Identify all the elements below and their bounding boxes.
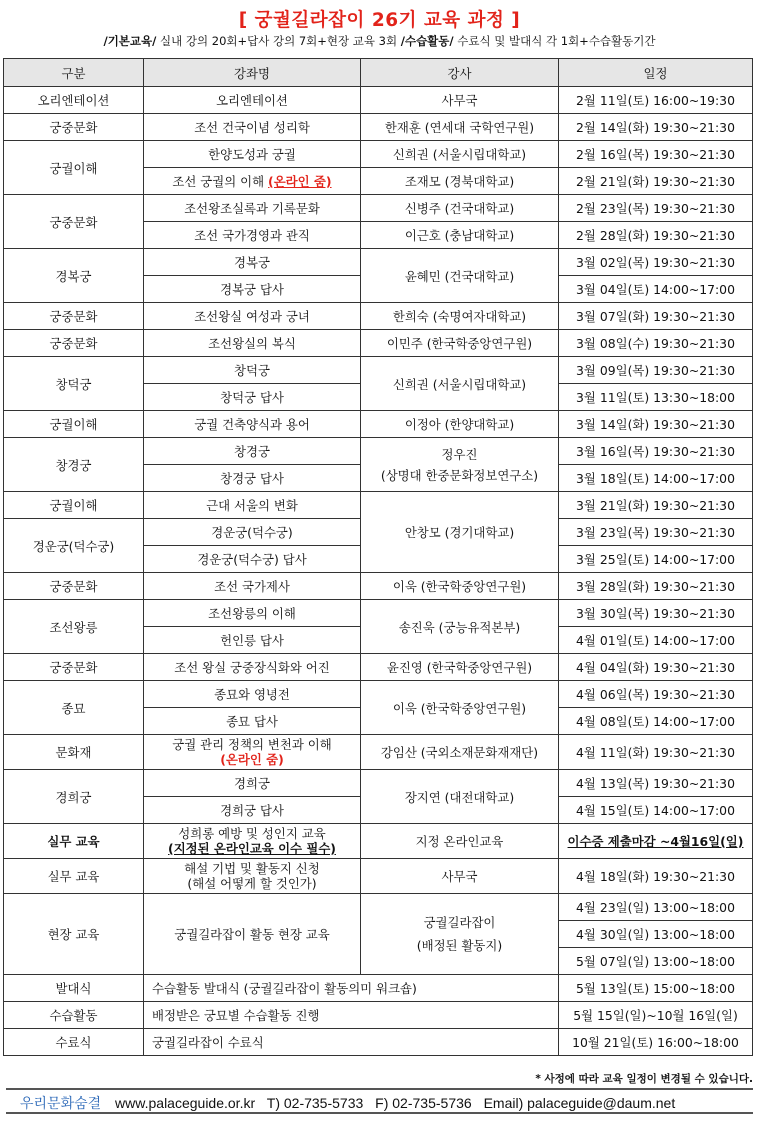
instructor-name: 궁궐길라잡이 (423, 915, 496, 930)
table-row (4, 654, 753, 681)
course-summary (0, 33, 759, 49)
category-cell: 오리엔테이션 (4, 87, 144, 114)
table-row (4, 249, 753, 276)
table-row (4, 735, 753, 770)
category-cell: 종묘 (4, 681, 144, 735)
schedule-cell: 3월 25일(토) 14:00~17:00 (559, 546, 753, 573)
schedule-cell: 3월 07일(화) 19:30~21:30 (559, 303, 753, 330)
table-row (4, 141, 753, 168)
schedule-cell: 3월 16일(목) 19:30~21:30 (559, 438, 753, 465)
instructor-name: 정우진 (441, 446, 478, 462)
designated-online-note: (지정된 온라인교육 이수 필수) (168, 841, 336, 856)
schedule-cell: 4월 01일(토) 14:00~17:00 (559, 627, 753, 654)
instructor-cell: 이욱 (한국학중앙연구원) (361, 681, 559, 735)
course-title: 궁궐 관리 정책의 변천과 이해 (172, 737, 332, 752)
schedule-cell: 5월 13일(토) 15:00~18:00 (559, 975, 753, 1002)
schedule-change-note: * 사정에 따라 교육 일정이 변경될 수 있습니다. (535, 1073, 753, 1085)
course-cell: 배정받은 궁묘별 수습활동 진행 (144, 1002, 559, 1029)
category-cell: 창덕궁 (4, 357, 144, 411)
schedule-cell: 4월 30일(일) 13:00~18:00 (559, 921, 753, 948)
course-cell: 궁궐길라잡이 활동 현장 교육 (144, 894, 361, 975)
category-cell: 실무 교육 (4, 859, 144, 894)
website-link[interactable]: www.palaceguide.or.kr (115, 1095, 256, 1111)
course-title: 성희롱 예방 및 성인지 교육 (178, 826, 326, 841)
instructor-cell: 장지연 (대전대학교) (361, 770, 559, 824)
schedule-cell: 2월 14일(화) 19:30~21:30 (559, 114, 753, 141)
online-zoom-tag: (온라인 줌) (268, 174, 332, 189)
table-row (4, 114, 753, 141)
course-cell: 창경궁 답사 (144, 465, 361, 492)
course-cell: 근대 서울의 변화 (144, 492, 361, 519)
table-row (4, 303, 753, 330)
page-title: [ 궁궐길라잡이 26기 교육 과정 ] (238, 10, 521, 31)
table-row (4, 573, 753, 600)
schedule-cell: 5월 07일(일) 13:00~18:00 (559, 948, 753, 975)
instructor-cell: 이민주 (한국학중앙연구원) (361, 330, 559, 357)
course-cell: 조선 왕실 궁중장식화와 어진 (144, 654, 361, 681)
header-course: 강좌명 (144, 59, 361, 87)
course-cell: 조선 국가제사 (144, 573, 361, 600)
header-instructor: 강사 (361, 59, 559, 87)
schedule-cell: 10월 21일(토) 16:00~18:00 (559, 1029, 753, 1056)
category-cell: 경운궁(덕수궁) (4, 519, 144, 573)
instructor-cell: 이근호 (충남대학교) (361, 222, 559, 249)
schedule-cell: 4월 23일(일) 13:00~18:00 (559, 894, 753, 921)
course-cell: 경복궁 답사 (144, 276, 361, 303)
category-cell: 궁중문화 (4, 114, 144, 141)
category-cell: 창경궁 (4, 438, 144, 492)
category-cell: 궁중문화 (4, 303, 144, 330)
course-cell: 궁궐길라잡이 수료식 (144, 1029, 559, 1056)
schedule-cell: 4월 08일(토) 14:00~17:00 (559, 708, 753, 735)
category-cell: 궁중문화 (4, 330, 144, 357)
category-cell: 궁중문화 (4, 654, 144, 681)
category-cell: 궁궐이해 (4, 492, 144, 519)
table-row (4, 681, 753, 708)
schedule-cell: 3월 04일(토) 14:00~17:00 (559, 276, 753, 303)
schedule-cell: 2월 23일(목) 19:30~21:30 (559, 195, 753, 222)
table-row (4, 357, 753, 384)
schedule-cell: 2월 16일(목) 19:30~21:30 (559, 141, 753, 168)
instructor-cell: 이욱 (한국학중앙연구원) (361, 573, 559, 600)
course-cell: 조선왕릉의 이해 (144, 600, 361, 627)
course-cell: 종묘 답사 (144, 708, 361, 735)
instructor-cell: 사무국 (361, 87, 559, 114)
instructor-cell: 지정 온라인교육 (361, 824, 559, 859)
table-row (4, 330, 753, 357)
course-cell: 경희궁 답사 (144, 797, 361, 824)
instructor-cell (361, 894, 559, 975)
category-cell: 조선왕릉 (4, 600, 144, 654)
schedule-cell: 3월 28일(화) 19:30~21:30 (559, 573, 753, 600)
category-cell: 경복궁 (4, 249, 144, 303)
email-address[interactable]: Email) palaceguide@daum.net (483, 1095, 676, 1111)
category-cell: 수습활동 (4, 1002, 144, 1029)
schedule-cell: 4월 13일(목) 19:30~21:30 (559, 770, 753, 797)
category-cell: 현장 교육 (4, 894, 144, 975)
summary-practice-text: 수료식 및 발대식 각 1회+수습활동기간 (453, 34, 656, 48)
table-row (4, 824, 753, 859)
table-row (4, 894, 753, 921)
course-cell: 오리엔테이션 (144, 87, 361, 114)
course-cell: 창덕궁 답사 (144, 384, 361, 411)
course-cell: 경복궁 (144, 249, 361, 276)
instructor-cell: 사무국 (361, 859, 559, 894)
instructor-cell (361, 438, 559, 492)
organization-name: 우리문화숨결 (20, 1095, 102, 1111)
instructor-cell: 윤혜민 (건국대학교) (361, 249, 559, 303)
schedule-cell: 3월 30일(목) 19:30~21:30 (559, 600, 753, 627)
course-cell: 경희궁 (144, 770, 361, 797)
header-schedule: 일정 (559, 59, 753, 87)
table-row (4, 438, 753, 465)
schedule-table (3, 58, 753, 1056)
course-cell (144, 824, 361, 859)
course-cell: 수습활동 발대식 (궁궐길라잡이 활동의미 워크숍) (144, 975, 559, 1002)
instructor-cell: 강임산 (국외소재문화재재단) (361, 735, 559, 770)
category-cell: 궁중문화 (4, 573, 144, 600)
footer-contact (6, 1088, 753, 1114)
schedule-cell: 2월 28일(화) 19:30~21:30 (559, 222, 753, 249)
header-category: 구분 (4, 59, 144, 87)
course-cell: 헌인릉 답사 (144, 627, 361, 654)
instructor-cell: 신희권 (서울시립대학교) (361, 141, 559, 168)
table-row (4, 411, 753, 438)
schedule-cell: 4월 04일(화) 19:30~21:30 (559, 654, 753, 681)
course-cell: 경운궁(덕수궁) 답사 (144, 546, 361, 573)
course-cell (144, 859, 361, 894)
instructor-cell: 송진욱 (궁능유적본부) (361, 600, 559, 654)
schedule-cell: 3월 14일(화) 19:30~21:30 (559, 411, 753, 438)
table-row (4, 770, 753, 797)
course-cell: 경운궁(덕수궁) (144, 519, 361, 546)
schedule-cell: 2월 21일(화) 19:30~21:30 (559, 168, 753, 195)
table-row (4, 1029, 753, 1056)
table-row (4, 859, 753, 894)
table-row (4, 1002, 753, 1029)
instructor-affiliation: (배정된 활동지) (416, 938, 503, 953)
schedule-cell: 4월 11일(화) 19:30~21:30 (559, 735, 753, 770)
table-row (4, 600, 753, 627)
course-cell: 조선 건국이념 성리학 (144, 114, 361, 141)
table-header-row (4, 59, 753, 87)
course-title: 해설 기법 및 활동지 신청 (184, 861, 320, 876)
instructor-cell: 신희권 (서울시립대학교) (361, 357, 559, 411)
summary-basic-text: 실내 강의 20회+답사 강의 7회+현장 교육 3회 (156, 34, 401, 48)
table-row (4, 492, 753, 519)
category-cell: 궁궐이해 (4, 141, 144, 195)
instructor-affiliation: (상명대 한중문화정보연구소) (380, 467, 539, 483)
schedule-cell: 3월 08일(수) 19:30~21:30 (559, 330, 753, 357)
instructor-cell: 이정아 (한양대학교) (361, 411, 559, 438)
category-cell: 문화재 (4, 735, 144, 770)
summary-practice-label: /수습활동/ (400, 34, 454, 48)
category-cell: 궁궐이해 (4, 411, 144, 438)
course-cell: 궁궐 건축양식과 용어 (144, 411, 361, 438)
course-cell (144, 168, 361, 195)
course-cell: 한양도성과 궁궐 (144, 141, 361, 168)
schedule-cell: 4월 06일(목) 19:30~21:30 (559, 681, 753, 708)
course-cell: 창덕궁 (144, 357, 361, 384)
instructor-cell: 신병주 (건국대학교) (361, 195, 559, 222)
course-cell: 조선왕실 여성과 궁녀 (144, 303, 361, 330)
course-cell (144, 735, 361, 770)
category-cell: 수료식 (4, 1029, 144, 1056)
online-zoom-tag: (온라인 줌) (220, 752, 284, 767)
course-cell: 창경궁 (144, 438, 361, 465)
schedule-cell: 3월 18일(토) 14:00~17:00 (559, 465, 753, 492)
instructor-cell: 안창모 (경기대학교) (361, 492, 559, 573)
category-cell: 궁중문화 (4, 195, 144, 249)
fax-number: F) 02-735-5736 (375, 1095, 472, 1111)
category-cell: 실무 교육 (4, 824, 144, 859)
course-cell: 조선 국가경영과 관직 (144, 222, 361, 249)
course-title: 조선 궁궐의 이해 (172, 174, 269, 189)
schedule-cell: 2월 11일(토) 16:00~19:30 (559, 87, 753, 114)
course-cell: 조선왕실의 복식 (144, 330, 361, 357)
category-cell: 발대식 (4, 975, 144, 1002)
summary-basic-label: /기본교육/ (103, 34, 157, 48)
course-subtitle: (해설 어떻게 할 것인가) (187, 876, 317, 891)
category-cell: 경희궁 (4, 770, 144, 824)
phone-number: T) 02-735-5733 (266, 1095, 364, 1111)
schedule-cell: 4월 15일(토) 14:00~17:00 (559, 797, 753, 824)
table-row (4, 975, 753, 1002)
schedule-cell: 3월 02일(목) 19:30~21:30 (559, 249, 753, 276)
instructor-cell: 윤진영 (한국학중앙연구원) (361, 654, 559, 681)
table-row (4, 195, 753, 222)
schedule-cell: 3월 21일(화) 19:30~21:30 (559, 492, 753, 519)
instructor-cell: 조재모 (경북대학교) (361, 168, 559, 195)
schedule-cell: 4월 18일(화) 19:30~21:30 (559, 859, 753, 894)
instructor-cell: 한희숙 (숙명여자대학교) (361, 303, 559, 330)
instructor-cell: 한재훈 (연세대 국학연구원) (361, 114, 559, 141)
schedule-cell: 3월 23일(목) 19:30~21:30 (559, 519, 753, 546)
schedule-cell: 이수증 제출마감 ~4월16일(일) (559, 824, 753, 859)
schedule-cell: 3월 11일(토) 13:30~18:00 (559, 384, 753, 411)
schedule-cell: 5월 15일(일)~10월 16일(일) (559, 1002, 753, 1029)
table-row (4, 87, 753, 114)
course-cell: 조선왕조실록과 기록문화 (144, 195, 361, 222)
course-cell: 종묘와 영녕전 (144, 681, 361, 708)
schedule-cell: 3월 09일(목) 19:30~21:30 (559, 357, 753, 384)
